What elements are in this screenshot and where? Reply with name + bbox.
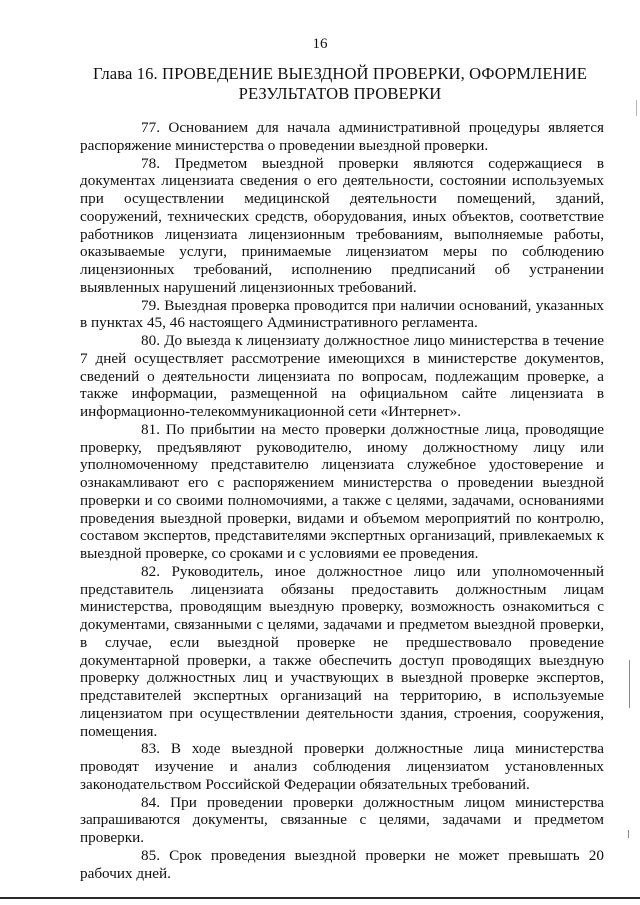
paragraph-85: 85. Срок проведения выездной проверки не может превышать 20 рабочих дней. xyxy=(80,846,604,882)
page-bottom-edge xyxy=(0,897,640,899)
chapter-title xyxy=(80,64,600,103)
chapter-title-line-1: Глава 16. ПРОВЕДЕНИЕ ВЫЕЗДНОЙ ПРОВЕРКИ, ОФОРМЛЕНИЕ xyxy=(92,64,588,83)
paragraph-81: 81. По прибытии на место проверки должностные лица, проводящие проверку, предъявляют руководителю, иному должностному лицу или уполномоченному представителю лицензиата служебное удостоверение и ознакамливают его с распоряжением министерства о проведении выездной проверки и со своими полномочиями, а также с целями, задачами, основаниями проведения выездной проверки, видами и объемом мероприятий по контролю, составом экспертов, представителями экспертных организаций, привлекаемых к выездной проверке, со сроками и с условиями ее проведения. xyxy=(80,420,604,562)
paragraph-82: 82. Руководитель, иное должностное лицо или уполномоченный представитель лицензиата обязаны предоставить должностным лицам министерства, проводящим выездную проверку, возможность ознакомиться с документами, связанными с целями, задачами и предметом выездной проверки, в случае, если выездной проверке не предшествовало проведение документарной проверки, а также обеспечить доступ проводящих выездную проверку должностных лиц и участвующих в выездной проверке экспертов, представителей экспертных организаций на территорию, в используемые лицензиатом при осуществлении деятельности здания, строения, сооружения, помещения. xyxy=(80,562,604,740)
scan-artifact-tick xyxy=(628,830,629,838)
paragraph-79: 79. Выездная проверка проводится при наличии оснований, указанных в пунктах 45, 46 настоящего Административного регламента. xyxy=(80,296,604,332)
paragraph-78: 78. Предметом выездной проверки являются содержащиеся в документах лицензиата сведения о его деятельности, состоянии используемых при осуществлении медицинской деятельности помещений, зданий, сооружений, технических средств, оборудования, иных объектов, соответствие работников лицензиата лицензионным требованиям, выполняемые работы, оказываемые услуги, принимаемые лицензиатом меры по соблюдению лицензионных требований, исполнению предписаний об устранении выявленных нарушений лицензионных требований. xyxy=(80,154,604,296)
paragraph-84: 84. При проведении проверки должностным лицом министерства запрашиваются документы, связанные с целями, задачами и предметом проверки. xyxy=(80,793,604,846)
paragraph-77: 77. Основанием для начала административной процедуры является распоряжение министерства о проведении выездной проверки. xyxy=(80,119,604,154)
document-body xyxy=(80,119,604,882)
scan-artifact-line xyxy=(629,660,630,708)
scan-artifact-edge xyxy=(636,100,637,116)
paragraph-83: 83. В ходе выездной проверки должностные лица министерства проводят изучение и анализ соблюдения лицензиатом установленных законодательством Российской Федерации обязательных требований. xyxy=(80,740,604,793)
paragraph-80: 80. До выезда к лицензиату должностное лицо министерства в течение 7 дней осуществляет рассмотрение имеющихся в министерстве документов, сведений о деятельности лицензиата по вопросам, подлежащим проверке, а также информации, размещенной на официальном сайте лицензиата в информационно-телекоммуникационной сети «Интернет». xyxy=(80,332,604,420)
chapter-title-line-2: РЕЗУЛЬТАТОВ ПРОВЕРКИ xyxy=(238,83,442,103)
page-number: 16 xyxy=(312,36,328,52)
